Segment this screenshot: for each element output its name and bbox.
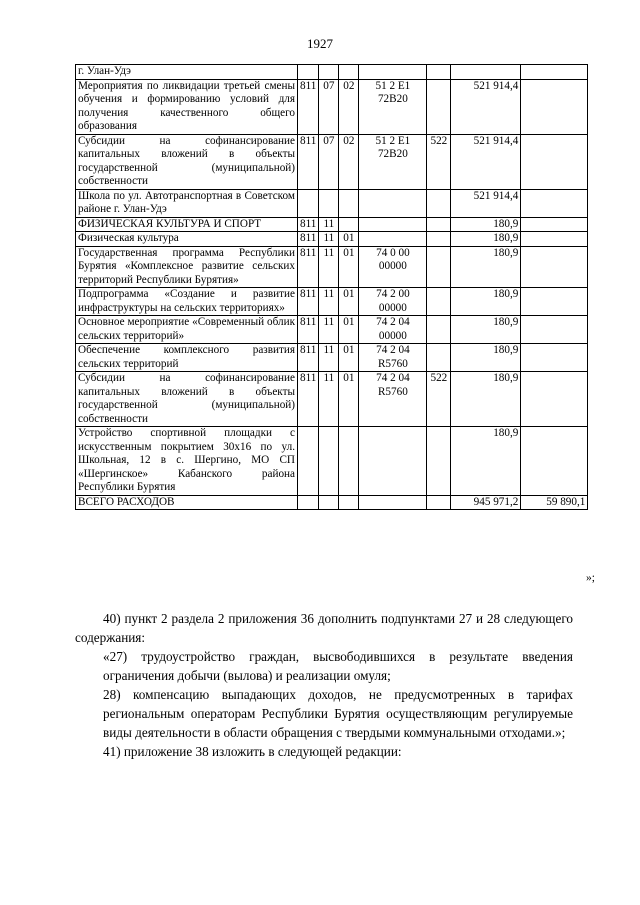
cell-name: Субсидии на софинансирование капитальных вложений в объекты государственной (муниципальной) собственности <box>76 372 298 427</box>
cell-csr: 74 2 04 00000 <box>359 316 427 344</box>
cell-sum1: 521 914,4 <box>451 189 521 217</box>
cell-gr: 811 <box>298 217 319 232</box>
cell-rz: 11 <box>319 232 339 247</box>
cell-csr: 51 2 E1 72B20 <box>359 79 427 134</box>
cell-csr: 51 2 E1 72B20 <box>359 134 427 189</box>
cell-csr <box>359 427 427 496</box>
cell-name: Субсидии на софинансирование капитальных вложений в объекты государственной (муниципальной) собственности <box>76 134 298 189</box>
cell-gr <box>298 65 319 80</box>
cell-gr: 811 <box>298 344 319 372</box>
cell-csr <box>359 232 427 247</box>
table-row <box>76 288 588 316</box>
cell-sum2 <box>521 316 588 344</box>
cell-sum1: 521 914,4 <box>451 134 521 189</box>
table-row <box>76 344 588 372</box>
cell-rz <box>319 65 339 80</box>
cell-vr <box>427 79 451 134</box>
cell-csr: 74 2 04 R5760 <box>359 372 427 427</box>
table-row <box>76 217 588 232</box>
cell-pr: 01 <box>339 246 359 288</box>
cell-gr <box>298 427 319 496</box>
table-row <box>76 232 588 247</box>
cell-rz: 11 <box>319 217 339 232</box>
cell-rz <box>319 189 339 217</box>
cell-name: Физическая культура <box>76 232 298 247</box>
cell-sum2 <box>521 427 588 496</box>
cell-rz: 07 <box>319 79 339 134</box>
cell-rz: 07 <box>319 134 339 189</box>
table-row <box>76 65 588 80</box>
cell-name: Основное мероприятие «Современный облик сельских территорий» <box>76 316 298 344</box>
table-row <box>76 246 588 288</box>
cell-pr <box>339 427 359 496</box>
cell-sum1: 180,9 <box>451 372 521 427</box>
cell-csr <box>359 495 427 510</box>
cell-sum2 <box>521 79 588 134</box>
table-row <box>76 427 588 496</box>
cell-sum1: 180,9 <box>451 288 521 316</box>
table-closing-quote: »; <box>586 572 595 584</box>
cell-pr: 01 <box>339 372 359 427</box>
cell-pr: 01 <box>339 316 359 344</box>
cell-vr <box>427 65 451 80</box>
cell-sum1: 521 914,4 <box>451 79 521 134</box>
cell-rz: 11 <box>319 344 339 372</box>
cell-sum2 <box>521 134 588 189</box>
cell-gr: 811 <box>298 246 319 288</box>
cell-sum2 <box>521 246 588 288</box>
table-row <box>76 189 588 217</box>
cell-rz <box>319 427 339 496</box>
cell-gr <box>298 495 319 510</box>
cell-sum1: 180,9 <box>451 217 521 232</box>
cell-pr: 01 <box>339 288 359 316</box>
cell-sum2 <box>521 217 588 232</box>
cell-sum1: 180,9 <box>451 427 521 496</box>
cell-vr <box>427 232 451 247</box>
cell-name: Школа по ул. Автотранспортная в Советском районе г. Улан-Удэ <box>76 189 298 217</box>
cell-pr: 01 <box>339 232 359 247</box>
cell-rz: 11 <box>319 246 339 288</box>
cell-name: Подпрограмма «Создание и развитие инфраструктуры на сельских территориях» <box>76 288 298 316</box>
cell-name: г. Улан-Удэ <box>76 65 298 80</box>
cell-gr: 811 <box>298 134 319 189</box>
cell-sum2: 59 890,1 <box>521 495 588 510</box>
cell-csr <box>359 189 427 217</box>
cell-vr <box>427 495 451 510</box>
cell-vr <box>427 427 451 496</box>
cell-csr: 74 2 04 R5760 <box>359 344 427 372</box>
cell-sum1: 180,9 <box>451 232 521 247</box>
cell-sum2 <box>521 288 588 316</box>
cell-gr: 811 <box>298 288 319 316</box>
cell-gr: 811 <box>298 316 319 344</box>
paragraph-27: «27) трудоустройство граждан, высвободившихся в результате введения ограничения добычи (вылова) и реализации омуля; <box>103 649 573 683</box>
cell-rz <box>319 495 339 510</box>
cell-vr <box>427 217 451 232</box>
cell-gr: 811 <box>298 372 319 427</box>
table-row <box>76 79 588 134</box>
cell-pr: 02 <box>339 134 359 189</box>
cell-rz: 11 <box>319 288 339 316</box>
cell-vr <box>427 288 451 316</box>
cell-csr <box>359 217 427 232</box>
cell-name: ВСЕГО РАСХОДОВ <box>76 495 298 510</box>
cell-sum1 <box>451 65 521 80</box>
cell-csr: 74 2 00 00000 <box>359 288 427 316</box>
cell-gr: 811 <box>298 232 319 247</box>
cell-sum1: 180,9 <box>451 344 521 372</box>
cell-rz: 11 <box>319 316 339 344</box>
cell-gr: 811 <box>298 79 319 134</box>
cell-sum2 <box>521 189 588 217</box>
paragraph-41: 41) приложение 38 изложить в следующей редакции: <box>103 744 402 759</box>
cell-pr: 02 <box>339 79 359 134</box>
cell-name: ФИЗИЧЕСКАЯ КУЛЬТУРА И СПОРТ <box>76 217 298 232</box>
page-number: 1927 <box>307 36 333 51</box>
cell-rz: 11 <box>319 372 339 427</box>
cell-sum2 <box>521 372 588 427</box>
table-row <box>76 134 588 189</box>
cell-name: Государственная программа Республики Бурятия «Комплексное развитие сельских территорий Республики Бурятия» <box>76 246 298 288</box>
cell-name: Обеспечение комплексного развития сельских территорий <box>76 344 298 372</box>
cell-sum1: 945 971,2 <box>451 495 521 510</box>
cell-sum2 <box>521 65 588 80</box>
budget-table <box>75 64 588 510</box>
cell-pr <box>339 65 359 80</box>
cell-name: Устройство спортивной площадки с искусственным покрытием 30x16 по ул. Школьная, 12 в с. Шергино, МО СП «Шергинское» Кабанского района Республики Бурятия <box>76 427 298 496</box>
table-row <box>76 495 588 510</box>
cell-pr <box>339 189 359 217</box>
paragraph-28: 28) компенсацию выпадающих доходов, не предусмотренных в тарифах региональным операторам Республики Бурятия осуществляющим регулируемые виды деятельности в области обращения с твердыми коммунальными отходами.»; <box>103 687 573 740</box>
cell-vr <box>427 246 451 288</box>
cell-vr <box>427 344 451 372</box>
cell-vr: 522 <box>427 372 451 427</box>
cell-sum2 <box>521 344 588 372</box>
cell-vr <box>427 189 451 217</box>
cell-vr: 522 <box>427 134 451 189</box>
cell-csr <box>359 65 427 80</box>
cell-pr <box>339 495 359 510</box>
cell-vr <box>427 316 451 344</box>
cell-sum1: 180,9 <box>451 246 521 288</box>
table-row <box>76 316 588 344</box>
cell-pr <box>339 217 359 232</box>
cell-pr: 01 <box>339 344 359 372</box>
table-row <box>76 372 588 427</box>
cell-sum1: 180,9 <box>451 316 521 344</box>
cell-csr: 74 0 00 00000 <box>359 246 427 288</box>
cell-gr <box>298 189 319 217</box>
cell-name: Мероприятия по ликвидации третьей смены обучения и формированию условий для получения качественного общего образования <box>76 79 298 134</box>
paragraph-40: 40) пункт 2 раздела 2 приложения 36 дополнить подпунктами 27 и 28 следующего содержания: <box>75 611 573 645</box>
cell-sum2 <box>521 232 588 247</box>
